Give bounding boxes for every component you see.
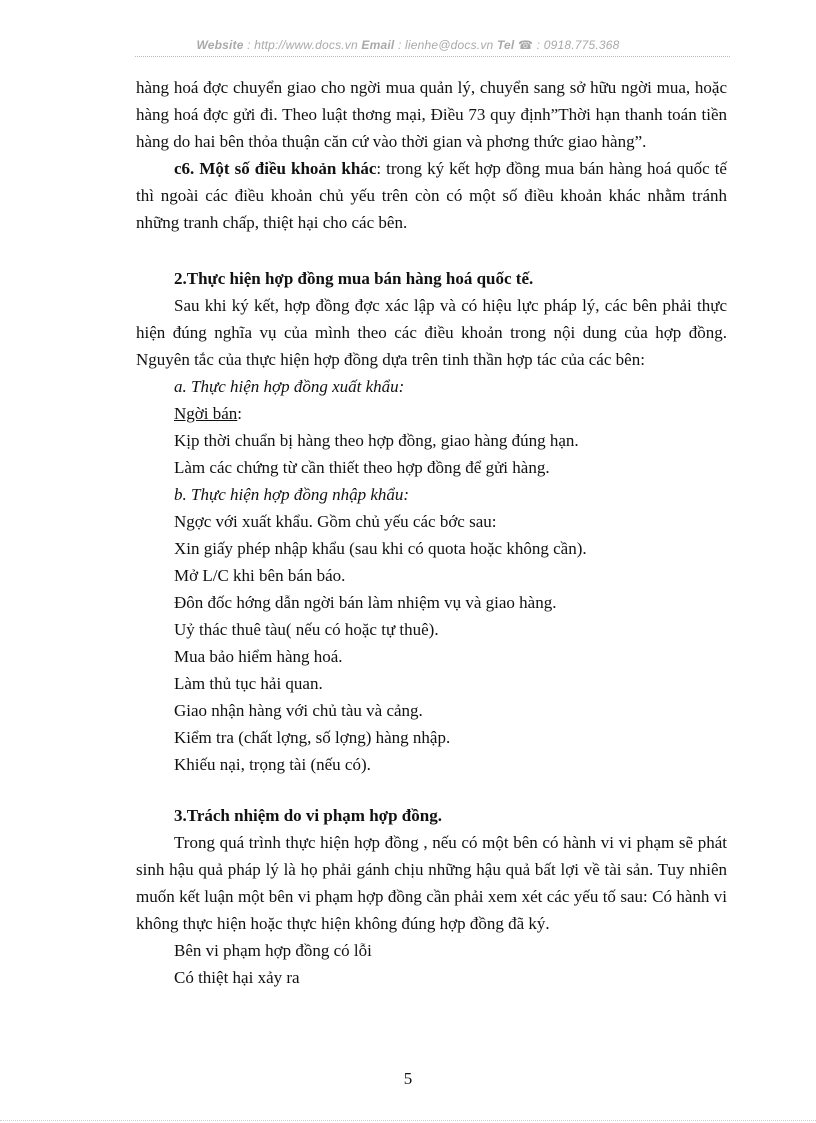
- import-item: Giao nhận hàng với chủ tàu và cảng.: [174, 701, 423, 720]
- seller-text: Ngời bán: [174, 404, 238, 423]
- paragraph-other-terms: [136, 155, 727, 236]
- email-label: Email: [361, 38, 395, 52]
- tel-value: ☎ : 0918.775.368: [514, 38, 620, 52]
- import-item: Xin giấy phép nhập khẩu (sau khi có quota hoặc không cần).: [174, 539, 587, 558]
- seller-colon: :: [237, 404, 243, 423]
- import-item: Mua bảo hiểm hàng hoá.: [174, 647, 343, 666]
- condition-item-1: Bên vi phạm hợp đồng có lỗi: [174, 941, 372, 960]
- section-heading-2: 2.Thực hiện hợp đồng mua bán hàng hoá quốc tế.: [174, 269, 534, 288]
- section-heading-3: 3.Trách nhiệm do vi phạm hợp đồng.: [174, 806, 442, 825]
- document-body: [136, 74, 727, 991]
- import-item: Khiếu nại, trọng tài (nếu có).: [174, 755, 371, 774]
- paragraph-payment-term: hàng hoá đợc chuyển giao cho ngời mua quản lý, chuyển sang sở hữu ngời mua, hoặc hàng hoá đợc gửi đi. Theo luật thơng mại, Điều 73 quy định”Thời hạn thanh toán tiền hàng do hai bên thỏa thuận căn cứ vào thời gian và phơng thức giao hàng”.: [136, 78, 727, 151]
- subheading-import: b. Thực hiện hợp đồng nhập khẩu:: [174, 485, 410, 504]
- import-item: Mở L/C khi bên bán báo.: [174, 566, 346, 585]
- import-item: Ngợc với xuất khẩu. Gồm chủ yếu các bớc sau:: [174, 512, 497, 531]
- paragraph-contract-execution: Sau khi ký kết, hợp đồng đợc xác lập và có hiệu lực pháp lý, các bên phải thực hiện đúng nghĩa vụ của mình theo các điều khoản trong nội dung của hợp đồng. Nguyên tắc của thực hiện hợp đồng dựa trên tinh thần hợp tác của các bên:: [136, 296, 727, 369]
- page-header: [0, 38, 816, 52]
- export-item-1: Kịp thời chuẩn bị hàng theo hợp đồng, giao hàng đúng hạn.: [174, 431, 579, 450]
- paragraph-liability: Trong quá trình thực hiện hợp đồng , nếu có một bên có hành vi vi phạm sẽ phát sinh hậu quả pháp lý là họ phải gánh chịu những hậu quả bất lợi về tài sản. Tuy nhiên muốn kết luận một bên vi phạm hợp đồng cần phải xem xét các yếu tố sau: Có hành vi không thực hiện hoặc thực hiện không đúng hợp đồng đã ký.: [136, 833, 727, 933]
- import-item: Đôn đốc hớng dẫn ngời bán làm nhiệm vụ và giao hàng.: [174, 593, 557, 612]
- tel-label: Tel: [496, 38, 515, 52]
- other-terms-heading: c6. Một số điều khoản khác: [174, 159, 377, 178]
- import-item: Làm thủ tục hải quan.: [174, 674, 323, 693]
- website-value: : http://www.docs.vn: [243, 38, 362, 52]
- import-item: Uỷ thác thuê tàu( nếu có hoặc tự thuê).: [174, 620, 439, 639]
- condition-item-2: Có thiệt hại xảy ra: [174, 968, 300, 987]
- email-value: : lienhe@docs.vn: [394, 38, 497, 52]
- subheading-export: a. Thực hiện hợp đồng xuất khẩu:: [174, 377, 405, 396]
- page-number: 5: [403, 1069, 413, 1088]
- footer-divider: [0, 1120, 816, 1121]
- website-label: Website: [196, 38, 244, 52]
- header-divider: [135, 56, 730, 57]
- seller-label: [136, 400, 727, 427]
- import-item: Kiểm tra (chất lợng, số lợng) hàng nhập.: [174, 728, 451, 747]
- export-item-2: Làm các chứng từ cần thiết theo hợp đồng để gửi hàng.: [174, 458, 550, 477]
- other-terms-text: : trong ký kết hợp đồng mua bán hàng hoá quốc tế thì ngoài các điều khoản chủ yếu trên còn có một số điều khoản khác nhằm tránh những tranh chấp, thiệt hại cho các bên.: [136, 159, 727, 232]
